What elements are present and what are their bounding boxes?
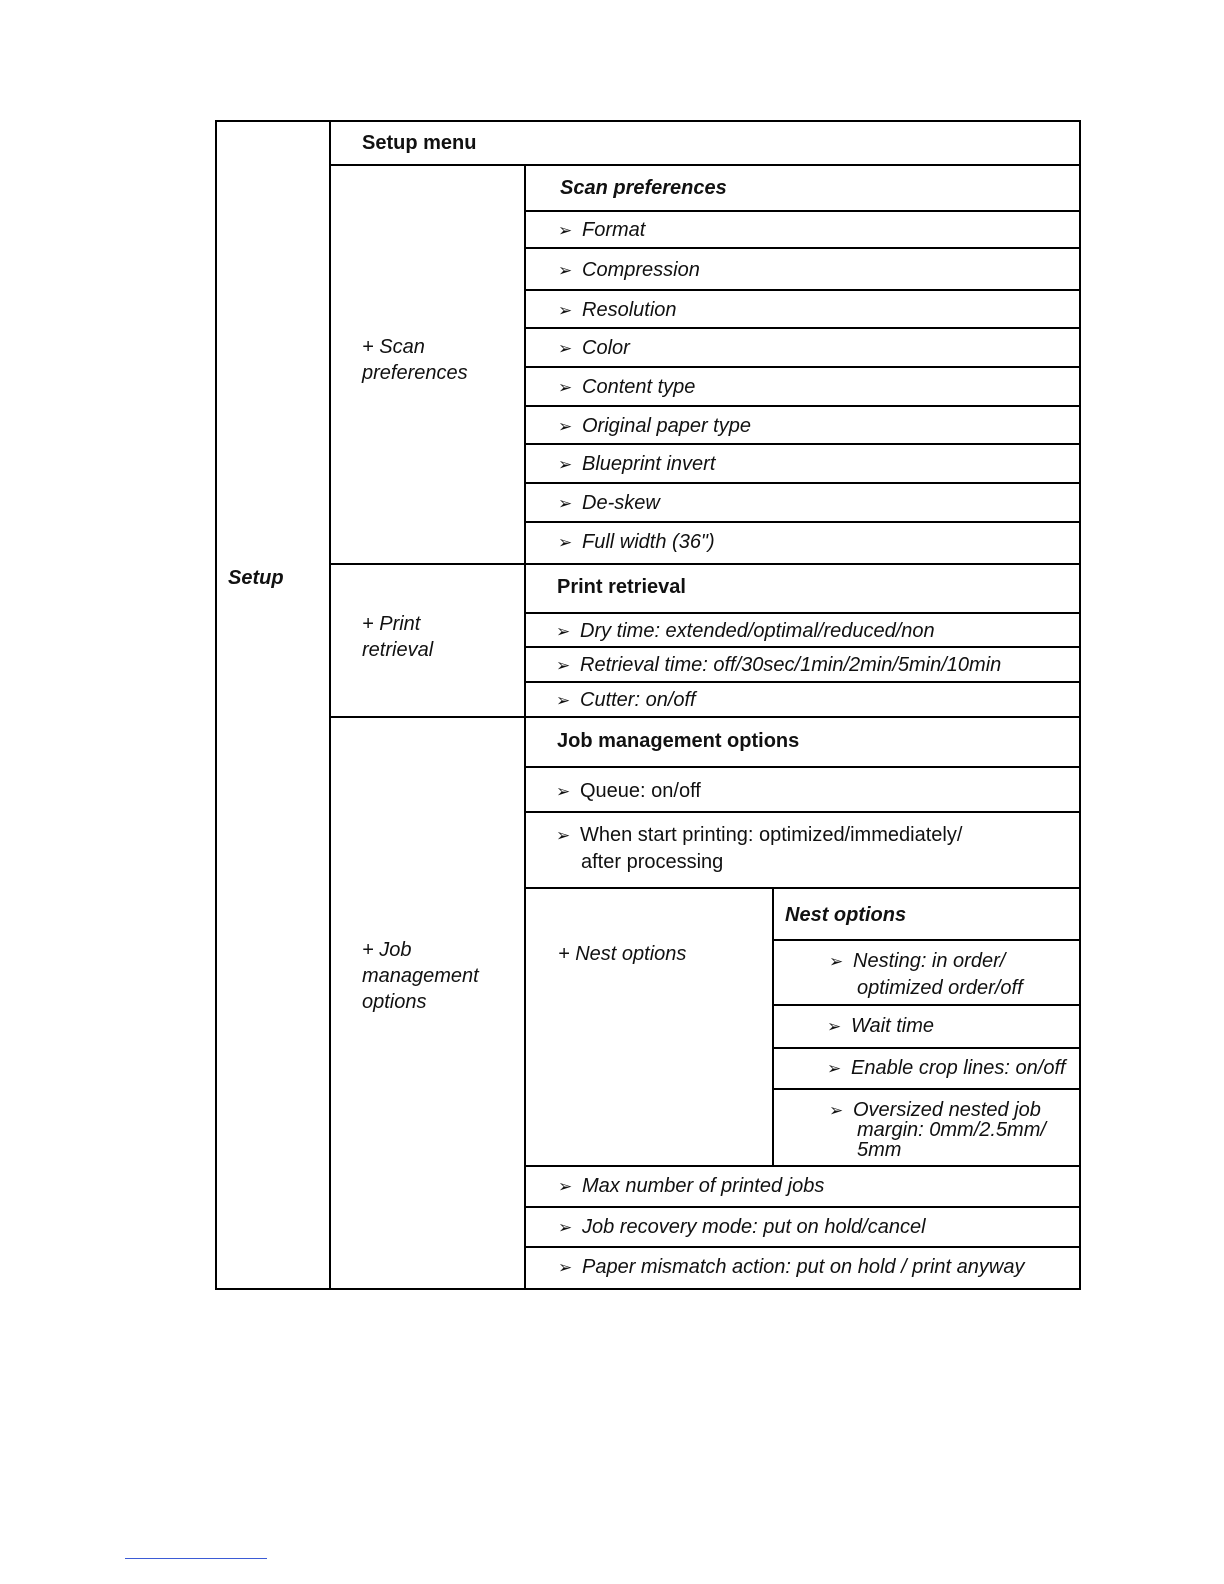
scan-preferences-group-label: + Scan preferences xyxy=(362,336,468,384)
arrow-bullet-icon: ➢ xyxy=(556,656,571,675)
job-item-when-start-cont: after processing xyxy=(581,851,724,873)
scan-item: ➢ Compression xyxy=(558,257,700,284)
job-item: ➢ Max number of printed jobs xyxy=(558,1173,824,1200)
arrow-bullet-icon: ➢ xyxy=(558,221,573,240)
col-divider-1 xyxy=(329,120,331,1290)
scan-item: ➢ De-skew xyxy=(558,490,660,517)
row-divider xyxy=(329,164,1081,166)
arrow-bullet-icon: ➢ xyxy=(829,952,844,971)
scan-item: ➢ Color xyxy=(558,335,630,362)
col-divider-3 xyxy=(772,888,774,1166)
row-divider xyxy=(524,247,1081,249)
row-divider xyxy=(524,366,1081,368)
row-divider xyxy=(772,1004,1081,1006)
job-item-queue: ➢ Queue: on/off xyxy=(556,778,701,805)
setup-label: Setup xyxy=(228,567,284,589)
scan-item: ➢ Content type xyxy=(558,374,695,401)
arrow-bullet-icon: ➢ xyxy=(558,455,573,474)
arrow-bullet-icon: ➢ xyxy=(558,533,573,552)
nest-item: ➢ Enable crop lines: on/off xyxy=(827,1055,1066,1082)
nest-item-cont: optimized order/off xyxy=(857,977,1023,999)
row-divider xyxy=(524,646,1081,648)
print-item: ➢ Cutter: on/off xyxy=(556,687,696,714)
scan-item: ➢ Blueprint invert xyxy=(558,451,715,478)
print-retrieval-group-label: + Print retrieval xyxy=(362,613,434,661)
arrow-bullet-icon: ➢ xyxy=(558,494,573,513)
nest-item: ➢ Oversized nested job xyxy=(829,1099,1041,1121)
nest-options-group-label: + Nest options xyxy=(558,943,687,965)
nest-item-cont: 5mm xyxy=(857,1139,902,1161)
arrow-bullet-icon: ➢ xyxy=(558,417,573,436)
row-divider xyxy=(524,521,1081,523)
footnote-rule xyxy=(125,1558,267,1559)
arrow-bullet-icon: ➢ xyxy=(556,691,571,710)
nest-options-header: Nest options xyxy=(785,904,907,926)
row-divider xyxy=(524,405,1081,407)
print-item: ➢ Dry time: extended/optimal/reduced/non xyxy=(556,618,935,645)
row-divider xyxy=(524,887,1081,889)
row-divider xyxy=(524,811,1081,813)
arrow-bullet-icon: ➢ xyxy=(556,826,571,845)
arrow-bullet-icon: ➢ xyxy=(558,1177,573,1196)
row-divider xyxy=(524,327,1081,329)
arrow-bullet-icon: ➢ xyxy=(827,1059,842,1078)
job-item-when-start: ➢ When start printing: optimized/immediately/ xyxy=(556,822,962,849)
row-divider xyxy=(524,1206,1081,1208)
nest-item-cont: margin: 0mm/2.5mm/ xyxy=(857,1119,1046,1141)
row-divider xyxy=(329,716,1081,718)
arrow-bullet-icon: ➢ xyxy=(558,1218,573,1237)
arrow-bullet-icon: ➢ xyxy=(558,1258,573,1277)
job-management-group-label: + Job management options xyxy=(362,939,479,1013)
arrow-bullet-icon: ➢ xyxy=(558,339,573,358)
col-divider-2 xyxy=(524,165,526,1290)
row-divider xyxy=(772,939,1081,941)
print-item: ➢ Retrieval time: off/30sec/1min/2min/5min/10min xyxy=(556,652,1001,679)
row-divider xyxy=(524,289,1081,291)
row-divider xyxy=(524,443,1081,445)
setup-menu-title: Setup menu xyxy=(362,132,477,154)
arrow-bullet-icon: ➢ xyxy=(827,1017,842,1036)
row-divider xyxy=(772,1088,1081,1090)
job-item: ➢ Paper mismatch action: put on hold / print anyway xyxy=(558,1254,1024,1281)
arrow-bullet-icon: ➢ xyxy=(556,622,571,641)
row-divider xyxy=(524,766,1081,768)
row-divider xyxy=(524,681,1081,683)
job-management-header: Job management options xyxy=(557,730,800,752)
row-divider xyxy=(524,482,1081,484)
arrow-bullet-icon: ➢ xyxy=(558,378,573,397)
scan-item: ➢ Full width (36") xyxy=(558,529,715,556)
scan-item: ➢ Format xyxy=(558,217,645,244)
scan-item: ➢ Resolution xyxy=(558,297,677,324)
row-divider xyxy=(329,563,1081,565)
print-retrieval-header: Print retrieval xyxy=(557,576,686,598)
row-divider xyxy=(524,1165,1081,1167)
arrow-bullet-icon: ➢ xyxy=(556,782,571,801)
row-divider xyxy=(524,612,1081,614)
row-divider xyxy=(524,210,1081,212)
row-divider xyxy=(524,1246,1081,1248)
scan-preferences-header: Scan preferences xyxy=(560,177,727,199)
arrow-bullet-icon: ➢ xyxy=(558,261,573,280)
arrow-bullet-icon: ➢ xyxy=(829,1101,844,1120)
nest-item: ➢ Nesting: in order/ xyxy=(829,948,1005,975)
arrow-bullet-icon: ➢ xyxy=(558,301,573,320)
row-divider xyxy=(772,1047,1081,1049)
scan-item: ➢ Original paper type xyxy=(558,413,751,440)
job-item: ➢ Job recovery mode: put on hold/cancel xyxy=(558,1214,926,1241)
nest-item: ➢ Wait time xyxy=(827,1013,934,1040)
